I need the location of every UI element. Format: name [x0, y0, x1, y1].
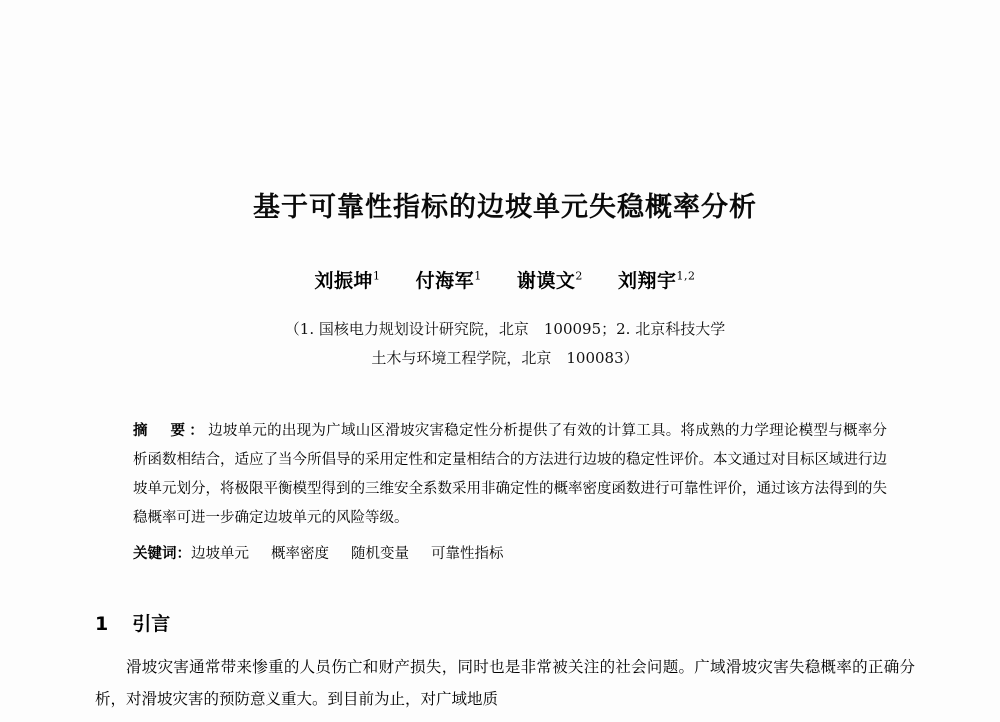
author-affiliation-marker: 1: [373, 269, 381, 283]
author-name: 刘翔宇: [617, 270, 677, 292]
abstract-block: [95, 416, 915, 533]
page-title: 基于可靠性指标的边坡单元失稳概率分析: [253, 192, 757, 223]
author-list: [95, 266, 915, 293]
page-content: [95, 0, 915, 716]
section-number: 1: [95, 613, 109, 635]
keywords-block: [95, 539, 915, 569]
keyword-item: 概率密度: [271, 546, 329, 562]
author-name: 谢谟文: [516, 270, 576, 292]
author-item: [517, 266, 583, 293]
body-paragraph: 滑坡灾害通常带来惨重的人员伤亡和财产损失，同时也是非常被关注的社会问题。广域滑坡灾害失稳概率的正确分析，对滑坡灾害的预防意义重大。到目前为止，对广域地质: [95, 658, 915, 708]
author-item: [315, 266, 381, 293]
author-item: [618, 266, 696, 293]
author-affiliation-marker: 1: [474, 269, 482, 283]
author-name: 付海军: [415, 270, 475, 292]
author-name: 刘振坤: [314, 270, 374, 292]
affiliation-block: [95, 315, 915, 372]
section-title: 引言: [132, 613, 171, 635]
abstract-text: 边坡单元的出现为广域山区滑坡灾害稳定性分析提供了有效的计算工具。将成熟的力学理论模型与概率分析函数相结合，适应了当今所倡导的采用定性和定量相结合的方法进行边坡的稳定性评价。本文通过对目标区域进行边坡单元划分，将极限平衡模型得到的三维安全系数采用非确定性的概率密度函数进行可靠性评价，通过该方法得到的失稳概率可进一步确定边坡单元的风险等级。: [133, 423, 887, 526]
keywords-label: 关键词：: [133, 545, 191, 562]
affiliation-line: 土木与环境工程学院，北京 100083）: [371, 348, 639, 367]
affiliation-line: （1. 国核电力规划设计研究院，北京 100095；2. 北京科技大学: [284, 320, 726, 338]
keyword-item: 可靠性指标: [431, 546, 504, 562]
abstract-paragraph: [133, 416, 887, 533]
author-affiliation-marker: 2: [575, 269, 583, 283]
abstract-label: 摘 要：: [133, 422, 209, 439]
author-affiliation-marker: 1,2: [676, 269, 696, 283]
keyword-item: 边坡单元: [191, 546, 249, 562]
author-item: [416, 266, 482, 293]
section-heading: [95, 609, 915, 636]
keyword-item: 随机变量: [351, 546, 409, 562]
